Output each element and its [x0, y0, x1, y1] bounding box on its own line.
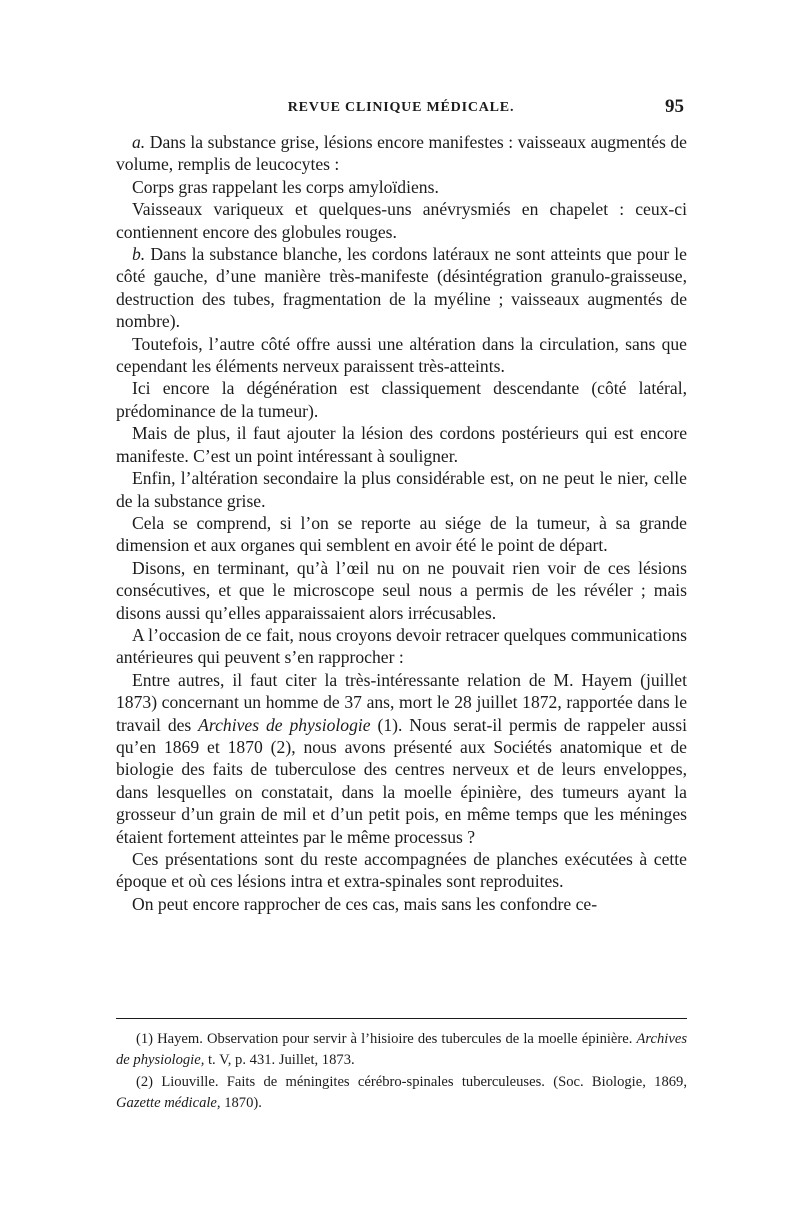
journal-title: Gazette médicale,: [116, 1095, 221, 1112]
paragraph: Ici encore la dégénération est classiquement descendante (côté latéral, prédominance de la tumeur).: [116, 378, 687, 421]
paragraph-text: Dans la substance blanche, les cordons latéraux ne sont atteints que pour le côté gauche, d’une manière très-manifeste (désintégration granulo-graisseuse, destruction des tubes, fragmentation de la myéline ; vaisseaux augmentés de nombre).: [116, 244, 687, 332]
footnote-text: (1) Hayem. Observation pour servir à l’hisioire des tubercules de la moelle épinière.: [136, 1031, 637, 1047]
journal-title: Archives de physiologie: [198, 714, 371, 735]
footnote-text: (2) Liouville. Faits de méningites cérébro-spinales tuberculeuses. (Soc. Biologie, 1869,: [136, 1073, 687, 1090]
paragraph: A l’occasion de ce fait, nous croyons devoir retracer quelques communications antérieures qui peuvent s’en rapprocher :: [116, 624, 687, 668]
paragraph: On peut encore rapprocher de ces cas, mais sans les confondre ce-: [132, 893, 598, 914]
journal-title: Archives de physiologie,: [116, 1031, 687, 1069]
footnotes: [116, 1029, 687, 1115]
paragraph: [116, 243, 687, 333]
paragraph: [116, 669, 687, 848]
paragraph-text: Entre autres, il faut citer la très-intéressante relation de M. Hayem (juillet 1873) concernant un homme de 37 ans, mort le 28 juillet 1872, rapportée dans le travail des: [116, 669, 687, 735]
paragraph: Disons, en terminant, qu’à l’œil nu on ne pouvait rien voir de ces lésions consécutives, et que le microscope seul nous a permis de les révéler ; mais disons aussi qu’elles apparaissaient alors irrécusables.: [116, 557, 687, 623]
paragraph-text: (1). Nous serat-il permis de rappeler aussi qu’en 1869 et 1870 (2), nous avons présenté aux Sociétés anatomique et de biologie des faits de tuberculose des centres nerveux et de leurs enveloppes, dans lesquelles on constatait, dans la moelle épinière, des tumeurs ayant la grosseur d’un grain de mil et d’un petit pois, en même temps que les méninges étaient fortement atteintes par le même processus ?: [116, 714, 688, 847]
footnote-text: t. V, p. 431. Juillet, 1873.: [204, 1052, 355, 1069]
paragraph: Vaisseaux variqueux et quelques-uns anévrysmiés en chapelet : ceux-ci contiennent encore des globules rouges.: [116, 199, 687, 242]
paragraph: Cela se comprend, si l’on se reporte au siége de la tumeur, à sa grande dimension et aux organes qui semblent en avoir été le point de départ.: [116, 512, 687, 556]
paragraph: Mais de plus, il faut ajouter la lésion des cordons postérieurs qui est encore manifeste. C’est un point intéressant à souligner.: [116, 423, 687, 466]
paragraph: Corps gras rappelant les corps amyloïdiens.: [132, 176, 439, 197]
running-title: REVUE CLINIQUE MÉDICALE.: [287, 100, 515, 115]
paragraph: Enfin, l’altération secondaire la plus considérable est, on ne peut le nier, celle de la substance grise.: [116, 468, 687, 511]
item-label: a.: [132, 132, 146, 152]
page-number: 95: [665, 96, 684, 117]
paragraph: Ces présentations sont du reste accompagnées de planches exécutées à cette époque et où ces lésions intra et extra-spinales sont reproduites.: [116, 849, 687, 892]
body-text: [116, 131, 687, 915]
footnote: [116, 1029, 687, 1072]
paragraph: Toutefois, l’autre côté offre aussi une altération dans la circulation, sans que cependant les éléments nerveux paraissent très-atteints.: [116, 333, 687, 377]
footnote-divider: [116, 1018, 687, 1019]
item-label: b.: [132, 244, 146, 265]
paragraph: [116, 131, 687, 176]
paragraph-text: Dans la substance grise, lésions encore manifestes : vaisseaux augmentés de volume, remplis de leucocytes :: [116, 132, 687, 175]
footnote-text: 1870).: [220, 1095, 262, 1112]
page-header: [116, 96, 686, 122]
footnote: [116, 1072, 687, 1115]
